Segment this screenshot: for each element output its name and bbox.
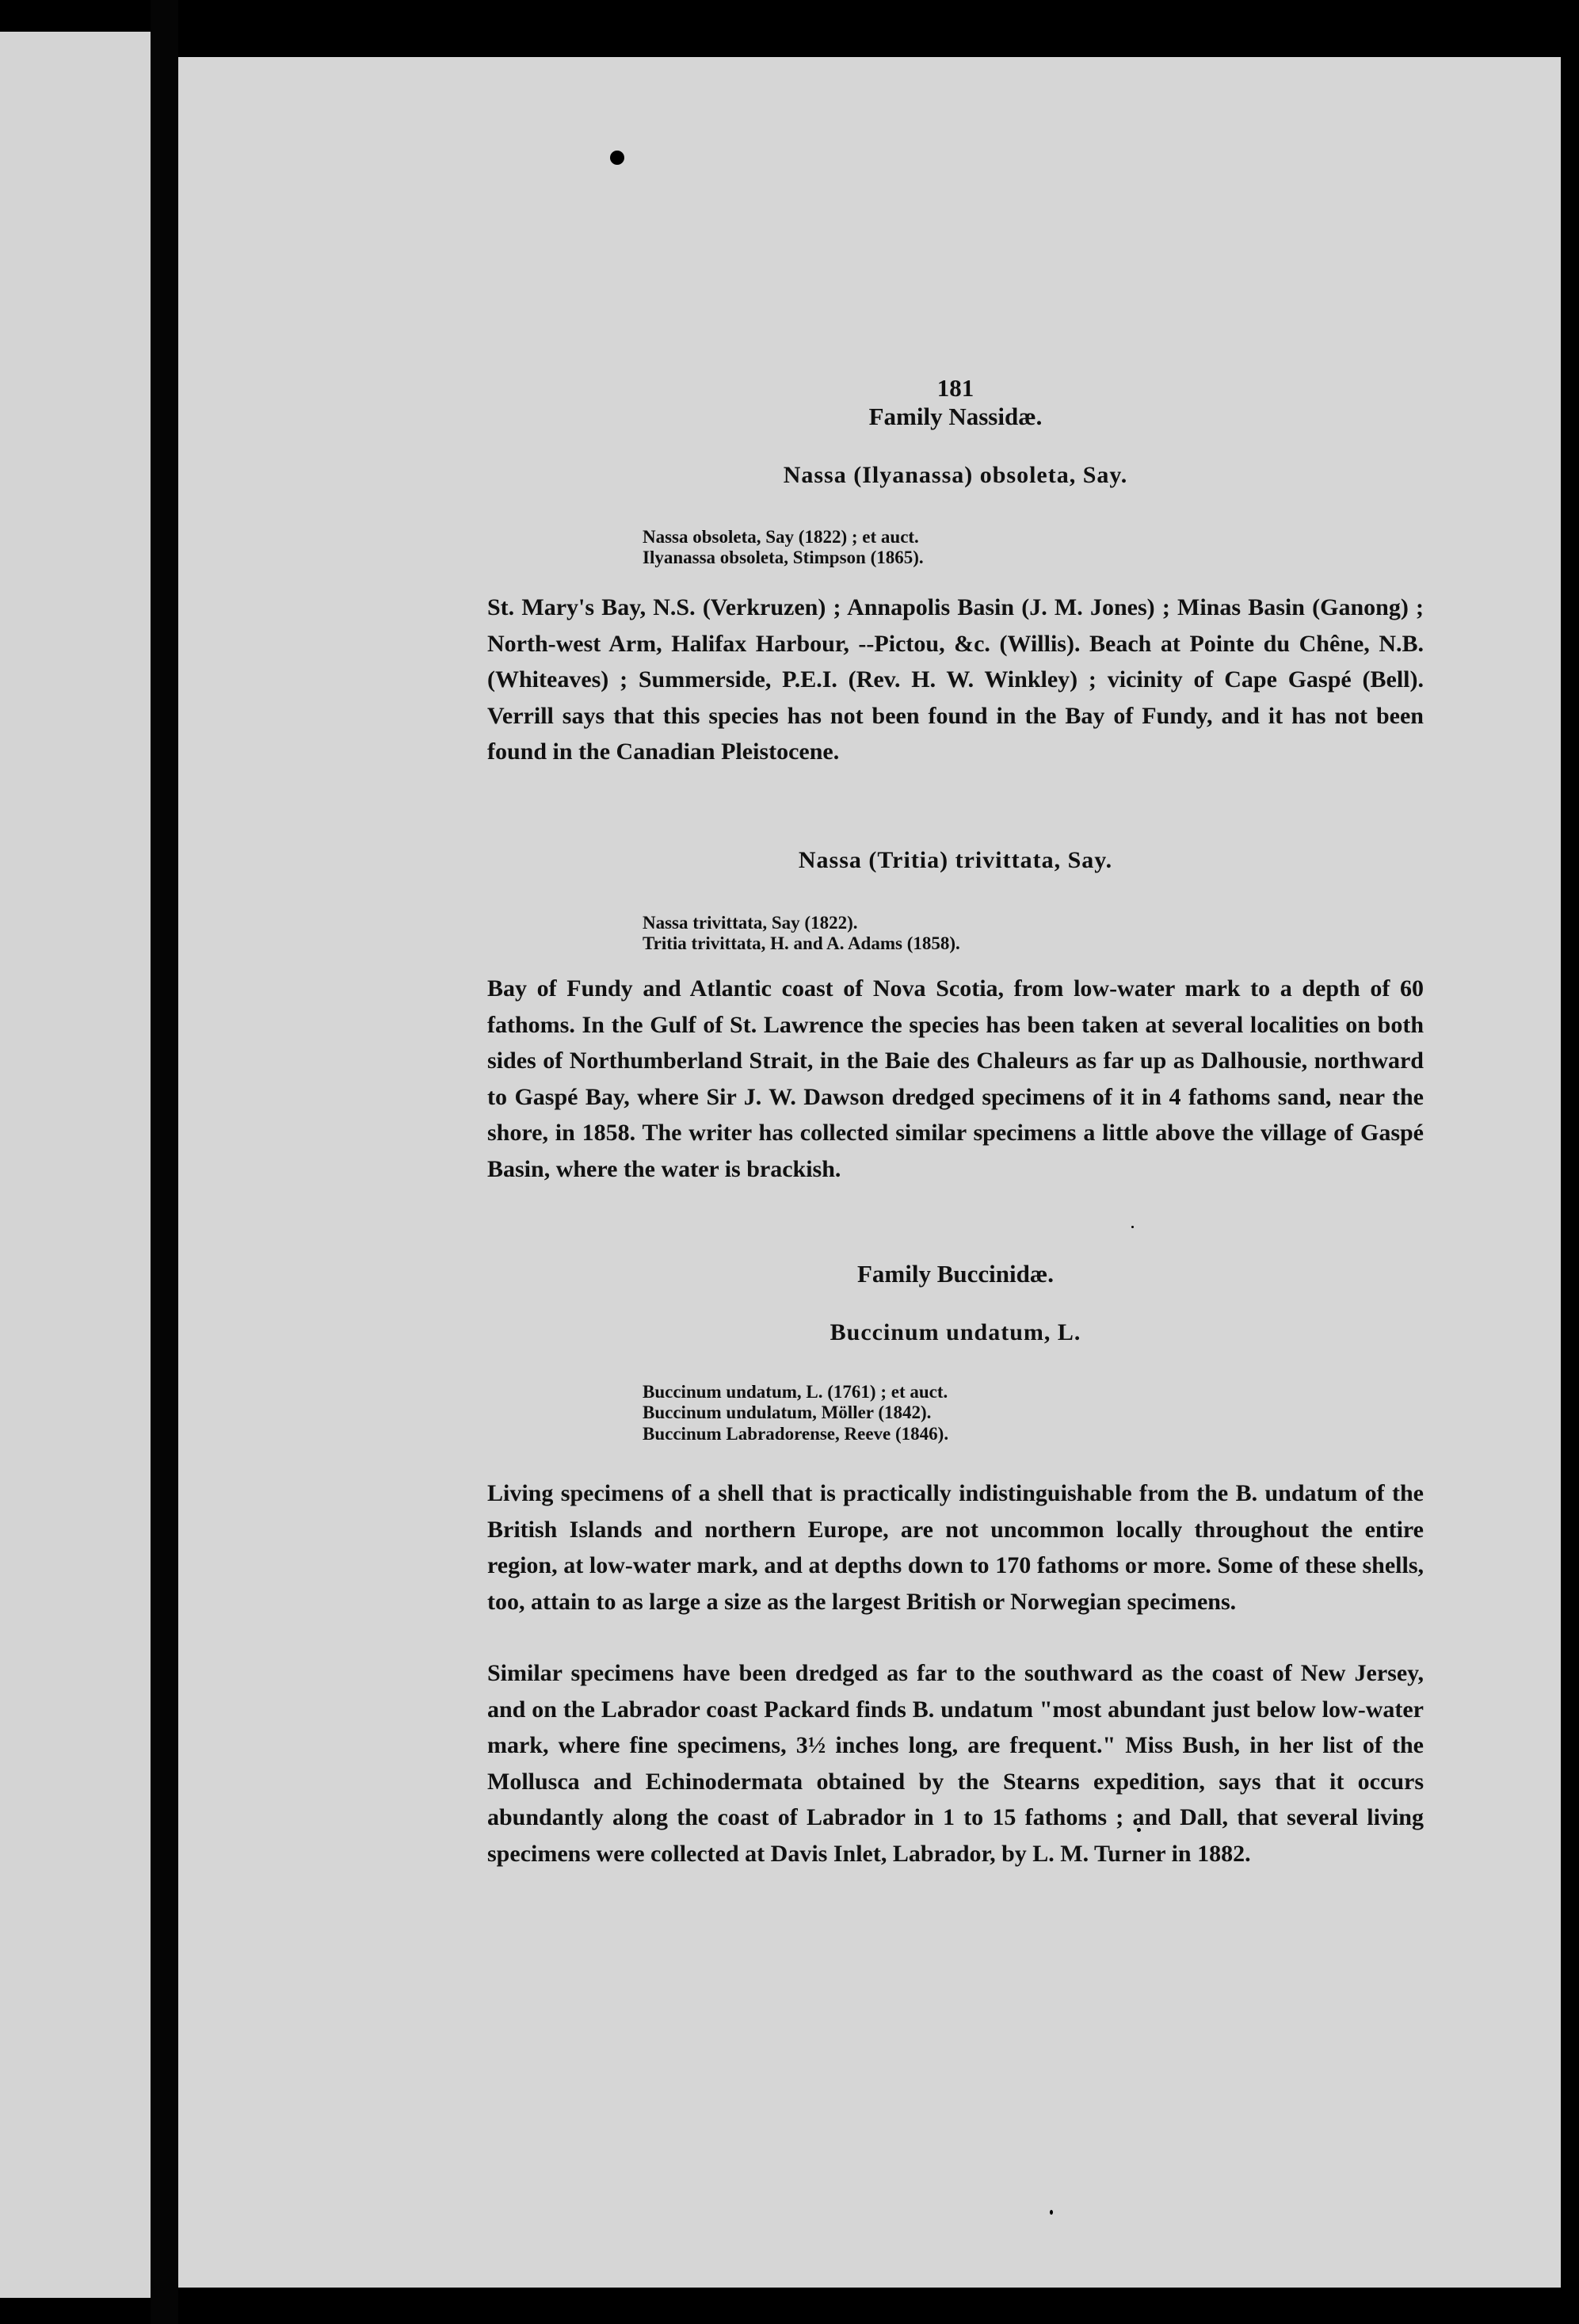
species-description: St. Mary's Bay, N.S. (Verkruzen) ; Annapolis Basin (J. M. Jones) ; Minas Basin (Ganong) ; North-west Arm, Halifax Harbour, --Pictou, &c. (Willis). Beach at Pointe du Chêne, N.B. (Whiteaves) ; Summerside, P.E.I. (Rev. H. W. Winkley) ; vicinity of Cape Gaspé (Bell). Verrill says that this species has not been found in the Bay of Fundy, and it has not been found in the Canadian Pleistocene. xyxy=(487,594,1424,765)
dust-speck xyxy=(1131,1226,1134,1228)
family-heading xyxy=(487,1260,1424,1288)
synonym-line: Tritia trivittata, H. and A. Adams (1858). xyxy=(643,933,960,954)
synonym-list xyxy=(643,913,960,955)
book-gutter xyxy=(151,0,178,2324)
dust-speck xyxy=(1050,2210,1053,2215)
synonym-list xyxy=(643,1382,948,1444)
facing-page-edge xyxy=(0,32,151,2298)
family-heading-label: Family Buccinidæ. xyxy=(856,1260,1054,1288)
family-heading xyxy=(487,403,1424,431)
synonym-list xyxy=(643,527,924,569)
species-heading: Nassa (Ilyanassa) obsoleta, Say. xyxy=(783,462,1128,488)
species-heading: Nassa (Tritia) trivittata, Say. xyxy=(798,847,1113,873)
species-heading: Buccinum undatum, L. xyxy=(830,1319,1081,1345)
species-description: Bay of Fundy and Atlantic coast of Nova Scotia, from low-water mark to a depth of 60 fathoms. In the Gulf of St. Lawrence the species has been taken at several localities on both sides of Northumberland Strait, in the Baie des Chaleurs as far up as Dalhousie, northward to Gaspé Bay, where Sir J. W. Dawson dredged specimens of it in 4 fathoms sand, near the shore, in 1858. The writer has collected similar specimens a little above the village of Gaspé Basin, where the water is brackish. xyxy=(487,975,1424,1182)
synonym-line: Nassa obsoleta, Say (1822) ; et auct. xyxy=(643,527,919,547)
punch-hole-mark xyxy=(610,151,624,165)
species-description: Living specimens of a shell that is practically indistinguishable from the B. undatum of the British Islands and northern Europe, are not uncommon locally throughout the entire region, at low-water mark, and at depths down to 170 fathoms or more. Some of these shells, too, attain to as large a size as the largest British or Norwegian specimens. xyxy=(487,1480,1424,1615)
synonym-line: Buccinum undulatum, Möller (1842). xyxy=(643,1402,932,1423)
species-description: Similar specimens have been dredged as far to the southward as the coast of New Jersey, and on the Labrador coast Packard finds B. undatum "most abundant just below low-water mark, where fine specimens, 3½ inches long, are frequent." Miss Bush, in her list of the Mollusca and Echinodermata obtained by the Stearns expedition, says that it occurs abundantly along the coast of Labrador in 1 to 15 fathoms ; and Dall, that several living specimens were collected at Davis Inlet, Labrador, by L. M. Turner in 1882. xyxy=(487,1660,1424,1867)
family-heading-label: Family Nassidæ. xyxy=(868,403,1043,430)
synonym-line: Nassa trivittata, Say (1822). xyxy=(643,913,858,933)
page-number: 181 xyxy=(936,374,974,402)
synonym-line: Ilyanassa obsoleta, Stimpson (1865). xyxy=(643,548,924,568)
scanned-page xyxy=(178,57,1561,2288)
synonym-line: Buccinum undatum, L. (1761) ; et auct. xyxy=(643,1382,948,1402)
synonym-line: Buccinum Labradorense, Reeve (1846). xyxy=(643,1423,949,1444)
